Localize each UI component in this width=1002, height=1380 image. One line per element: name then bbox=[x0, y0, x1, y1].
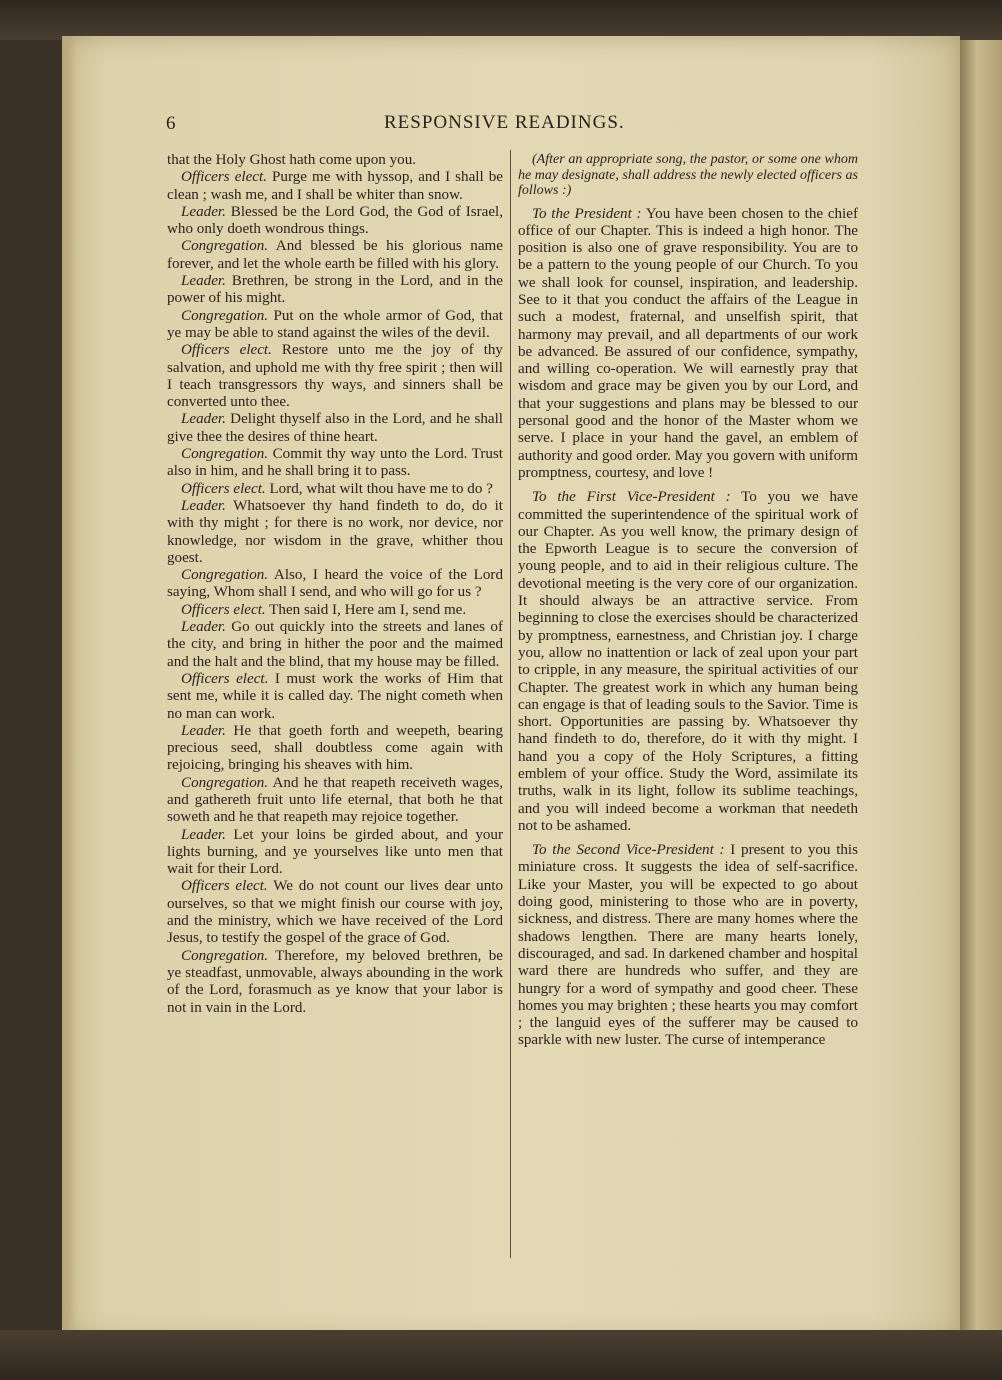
speaker-label: Congregation. bbox=[181, 567, 269, 584]
reading-text: Then said I, Here am I, send me. bbox=[265, 601, 467, 618]
address-paragraph bbox=[518, 206, 858, 483]
reading-paragraph bbox=[167, 411, 503, 446]
speaker-label: Leader. bbox=[181, 619, 226, 636]
reading-paragraph bbox=[167, 567, 503, 602]
reading-paragraph bbox=[167, 723, 503, 775]
speaker-label: Leader. bbox=[181, 722, 226, 739]
page-gutter-shadow bbox=[62, 36, 76, 1338]
reading-text: Restore unto me the joy of thy salvation, and uphold me with thy free spirit ; then will I teach transgressors thy ways, and sinners shall be converted unto thee. bbox=[167, 342, 503, 411]
left-column bbox=[167, 152, 503, 1017]
reading-paragraph bbox=[167, 602, 503, 619]
reading-text: Purge me with hyssop, and I shall be clean ; wash me, and I shall be whiter than snow. bbox=[167, 169, 503, 203]
reading-paragraph bbox=[167, 671, 503, 723]
speaker-label: Congregation. bbox=[181, 307, 269, 324]
reading-paragraph bbox=[167, 827, 503, 879]
speaker-label: Officers elect. bbox=[181, 878, 268, 895]
reading-paragraph bbox=[167, 308, 503, 343]
speaker-label: Leader. bbox=[181, 203, 226, 220]
reading-text: We do not count our lives dear unto ourselves, so that we might finish our course with joy, and the ministry, which we have received of the Lord Jesus, to testify the gospel of the grace of God. bbox=[167, 878, 503, 947]
reading-text: Blessed be the Lord God, the God of Israel, who only doeth wondrous things. bbox=[167, 203, 503, 238]
speaker-label: Leader. bbox=[181, 411, 226, 428]
reading-text: Go out quickly into the streets and lanes of the city, and bring in hither the poor and the maimed and the halt and the blind, that my house may be filled. bbox=[167, 619, 503, 670]
speaker-label: Congregation. bbox=[181, 446, 269, 463]
address-paragraph bbox=[518, 489, 858, 835]
speaker-label: Leader. bbox=[181, 497, 226, 514]
address-text: You have been chosen to the chief office of our Chapter. This is indeed a high honor. The position is also one of grave responsibility. You are to be a pattern to the young people of our Church. To you we shall look for counsel, inspiration, and leadership. See to it that you conduct the affairs of the League in such a modest, fraternal, and unselfish spirit, that harmony may prevail, and all departments of our work be advanced. Be assured of our confidence, sympathy, and willing co-operation. We will earnestly pray that wisdom and grace may be given you by our Lord, and that your suggestions and plans may be blessed to our personal good and the honor of the Master whom we serve. I place in your hand the gavel, an emblem of authority and good order. May you govern with uniform promptness, courtesy, and love ! bbox=[518, 205, 858, 481]
facing-page-edge bbox=[960, 40, 1002, 1338]
reading-text: Let your loins be girded about, and your lights burning, and ye yourselves like unto men that wait for their Lord. bbox=[167, 826, 503, 878]
speaker-label: Congregation. bbox=[181, 774, 269, 791]
reading-text: Whatsoever thy hand findeth to do, do it with thy might ; for there is no work, nor device, nor knowledge, nor wisdom in the grave, whither thou goest. bbox=[167, 497, 503, 566]
reading-text: I must work the works of Him that sent me, while it is called day. The night cometh when no man can work. bbox=[167, 670, 503, 722]
scan-background-top bbox=[0, 0, 1002, 40]
speaker-label: Officers elect. bbox=[181, 670, 269, 687]
page-number: 6 bbox=[166, 113, 176, 134]
reading-text: Brethren, be strong in the Lord, and in the power of his might. bbox=[167, 273, 503, 307]
reading-paragraph bbox=[167, 273, 503, 308]
address-text: I present to you this miniature cross. It suggests the idea of self-sacrifice. Like your Master, you will be expected to go about doing good, ministering to those who are in poverty, sickness, and distress. There are many homes where the shadows lengthen. There are many hearts lonely, discouraged, and sad. In darkened chamber and hospital ward there are hundreds who suffer, and they are hungry for a word of sympathy and good cheer. These homes you may brighten ; these hearts you may comfort ; the languid eyes of the sufferer may be caused to sparkle with new luster. The curse of intemperance bbox=[518, 842, 858, 1049]
reading-text: Lord, what wilt thou have me to do ? bbox=[265, 480, 493, 497]
address-title: To the First Vice-President : bbox=[532, 489, 731, 506]
reading-text: Therefore, my beloved brethren, be ye steadfast, unmovable, always abounding in the work of the Lord, forasmuch as ye know that your labor is not in vain in the Lord. bbox=[167, 947, 503, 1016]
speaker-label: Leader. bbox=[181, 826, 226, 843]
reading-text: Also, I heard the voice of the Lord saying, Whom shall I send, and who will go for us ? bbox=[167, 567, 503, 601]
reading-paragraph bbox=[167, 775, 503, 827]
reading-paragraph bbox=[167, 204, 503, 239]
address-text: To you we have committed the superintendence of the spiritual work of our Chapter. As you well know, the primary design of the Epworth League is to secure the conversion of young people, and to aid in their religious culture. The devotional meeting is the very core of our organization. It should always be an attractive service. From beginning to close the exercises should be characterized by promptness, earnestness, and Christian joy. I charge you, allow no inattention or lack of zeal upon your part to cripple, in any measure, the spiritual activities of our Chapter. The greatest work in which any human being can engage is that of leading souls to the Savior. Time is short. Opportunities are passing by. Whatsoever thy hand findeth to do, therefore, do it with thy might. I hand you a copy of the Holy Scriptures, a fitting emblem of your office. Study the Word, assimilate its truths, walk in its light, follow its sublime teachings, and you will indeed become a workman that needeth not to be ashamed. bbox=[518, 489, 858, 834]
reading-paragraph bbox=[167, 342, 503, 411]
reading-text: Delight thyself also in the Lord, and he shall give thee the desires of thine heart. bbox=[167, 411, 503, 445]
reading-paragraph bbox=[167, 481, 503, 498]
reading-paragraph bbox=[167, 238, 503, 273]
reading-text: Commit thy way unto the Lord. Trust also in him, and he shall bring it to pass. bbox=[167, 446, 503, 480]
reading-text: Put on the whole armor of God, that ye may be able to stand against the wiles of the devil. bbox=[167, 307, 503, 341]
reading-text: And blessed be his glorious name forever, and let the whole earth be filled with his glory. bbox=[167, 238, 503, 272]
reading-paragraph bbox=[167, 948, 503, 1017]
speaker-label: Officers elect. bbox=[181, 169, 267, 186]
address-title: To the Second Vice-President : bbox=[532, 842, 725, 859]
reading-paragraph bbox=[167, 878, 503, 947]
right-column bbox=[518, 152, 858, 1057]
reading-paragraph bbox=[167, 619, 503, 671]
reading-paragraph bbox=[167, 446, 503, 481]
speaker-label: Officers elect. bbox=[181, 480, 266, 497]
address-title: To the President : bbox=[532, 205, 642, 222]
scan-background-bottom bbox=[0, 1330, 1002, 1380]
speaker-label: Officers elect. bbox=[181, 601, 266, 618]
speaker-label: Leader. bbox=[181, 273, 226, 290]
reading-text: And he that reapeth receiveth wages, and gathereth fruit unto life eternal, that both he that soweth and he that reapeth may rejoice together. bbox=[167, 774, 503, 826]
speaker-label: Officers elect. bbox=[181, 342, 272, 359]
reading-paragraph bbox=[167, 498, 503, 567]
rubric-intro: (After an appropriate song, the pastor, or some one whom he may designate, shall address the newly elected officers as follows :) bbox=[518, 152, 858, 198]
paragraph-continuation: that the Holy Ghost hath come upon you. bbox=[167, 152, 417, 168]
speaker-label: Congregation. bbox=[181, 947, 269, 964]
reading-paragraph bbox=[167, 169, 503, 204]
column-divider bbox=[510, 150, 511, 1258]
reading-text: He that goeth forth and weepeth, bearing precious seed, shall doubtless come again with rejoicing, bringing his sheaves with him. bbox=[167, 722, 503, 774]
speaker-label: Congregation. bbox=[181, 238, 269, 255]
running-head: RESPONSIVE READINGS. bbox=[384, 112, 625, 133]
address-paragraph bbox=[518, 842, 858, 1050]
